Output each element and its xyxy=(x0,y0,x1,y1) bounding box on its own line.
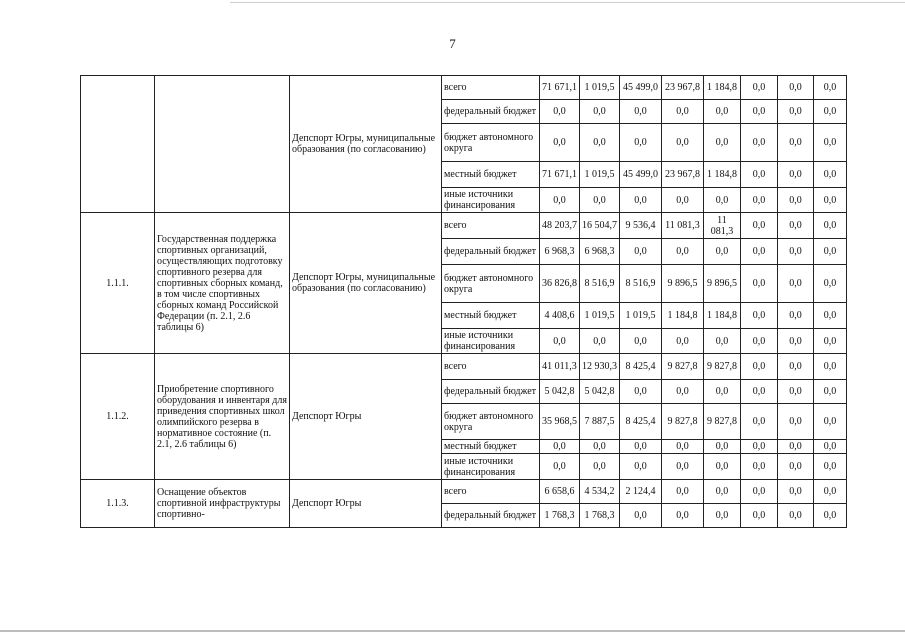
amount-cell: 1 019,5 xyxy=(580,76,620,100)
item-number: 1.1.1. xyxy=(81,213,155,354)
amount-cell: 0,0 xyxy=(704,124,741,162)
amount-cell: 45 499,0 xyxy=(620,162,662,188)
amount-cell: 1 184,8 xyxy=(704,76,741,100)
amount-cell: 0,0 xyxy=(704,239,741,265)
amount-cell: 0,0 xyxy=(814,480,847,504)
amount-cell: 0,0 xyxy=(741,380,778,404)
amount-cell: 0,0 xyxy=(778,404,814,440)
amount-cell: 0,0 xyxy=(814,188,847,213)
item-name: Приобретение спортивного оборудования и инвентаря для приведения спортивных школ олимпийского резерва в нормативное состояние (п. 2.1, 2.6 таблицы 6) xyxy=(155,354,290,480)
table-row xyxy=(81,213,847,239)
amount-cell: 1 184,8 xyxy=(662,303,704,329)
item-name: Государственная поддержка спортивных организаций, осуществляющих подготовку спортивного резерва для спортивных сборных команд, в том числе спортивных сборных команд Российской Федерации (п. 2.1, 2.6 таблицы 6) xyxy=(155,213,290,354)
amount-cell: 11 081,3 xyxy=(662,213,704,239)
amount-cell: 0,0 xyxy=(620,504,662,528)
amount-cell: 0,0 xyxy=(741,100,778,124)
amount-cell: 0,0 xyxy=(778,124,814,162)
amount-cell: 4 408,6 xyxy=(540,303,580,329)
funding-source: всего xyxy=(442,480,540,504)
amount-cell: 0,0 xyxy=(620,124,662,162)
amount-cell: 0,0 xyxy=(620,239,662,265)
amount-cell: 0,0 xyxy=(814,303,847,329)
funding-source: иные источники финансирования xyxy=(442,329,540,354)
amount-cell: 0,0 xyxy=(814,239,847,265)
amount-cell: 0,0 xyxy=(704,329,741,354)
amount-cell: 0,0 xyxy=(778,239,814,265)
amount-cell: 0,0 xyxy=(814,329,847,354)
amount-cell: 0,0 xyxy=(778,162,814,188)
amount-cell: 0,0 xyxy=(662,239,704,265)
amount-cell: 0,0 xyxy=(778,380,814,404)
amount-cell: 1 184,8 xyxy=(704,162,741,188)
table-row xyxy=(81,354,847,380)
amount-cell: 8 516,9 xyxy=(580,265,620,303)
amount-cell: 6 968,3 xyxy=(580,239,620,265)
amount-cell: 0,0 xyxy=(704,188,741,213)
amount-cell: 0,0 xyxy=(620,329,662,354)
table-body xyxy=(81,76,847,528)
amount-cell: 9 827,8 xyxy=(662,404,704,440)
scan-bottom-edge xyxy=(0,630,905,632)
amount-cell: 0,0 xyxy=(778,329,814,354)
amount-cell: 0,0 xyxy=(540,329,580,354)
amount-cell: 4 534,2 xyxy=(580,480,620,504)
amount-cell: 0,0 xyxy=(814,76,847,100)
amount-cell: 6 658,6 xyxy=(540,480,580,504)
amount-cell: 0,0 xyxy=(540,188,580,213)
amount-cell: 0,0 xyxy=(814,354,847,380)
funding-source: иные источники финансирования xyxy=(442,454,540,480)
funding-source: местный бюджет xyxy=(442,440,540,454)
amount-cell: 0,0 xyxy=(778,504,814,528)
amount-cell: 0,0 xyxy=(778,454,814,480)
amount-cell: 0,0 xyxy=(741,404,778,440)
amount-cell: 0,0 xyxy=(778,188,814,213)
funding-source: федеральный бюджет xyxy=(442,504,540,528)
funding-source: федеральный бюджет xyxy=(442,380,540,404)
amount-cell: 0,0 xyxy=(662,454,704,480)
amount-cell: 0,0 xyxy=(814,124,847,162)
amount-cell: 0,0 xyxy=(662,380,704,404)
amount-cell: 0,0 xyxy=(662,124,704,162)
amount-cell: 0,0 xyxy=(741,76,778,100)
amount-cell: 16 504,7 xyxy=(580,213,620,239)
amount-cell: 45 499,0 xyxy=(620,76,662,100)
amount-cell: 0,0 xyxy=(814,440,847,454)
amount-cell: 0,0 xyxy=(778,354,814,380)
amount-cell: 0,0 xyxy=(704,440,741,454)
amount-cell: 0,0 xyxy=(814,404,847,440)
amount-cell: 0,0 xyxy=(704,380,741,404)
amount-cell: 9 536,4 xyxy=(620,213,662,239)
amount-cell: 36 826,8 xyxy=(540,265,580,303)
amount-cell: 5 042,8 xyxy=(540,380,580,404)
amount-cell: 0,0 xyxy=(580,100,620,124)
amount-cell: 0,0 xyxy=(741,239,778,265)
amount-cell: 71 671,1 xyxy=(540,76,580,100)
amount-cell: 0,0 xyxy=(662,188,704,213)
amount-cell: 7 887,5 xyxy=(580,404,620,440)
amount-cell: 1 768,3 xyxy=(540,504,580,528)
amount-cell: 11 081,3 xyxy=(704,213,741,239)
table-row xyxy=(81,76,847,100)
amount-cell: 0,0 xyxy=(741,265,778,303)
amount-cell: 0,0 xyxy=(814,454,847,480)
amount-cell: 23 967,8 xyxy=(662,76,704,100)
item-executor: Депспорт Югры, муниципальные образования (по согласованию) xyxy=(290,213,442,354)
amount-cell: 0,0 xyxy=(814,162,847,188)
item-number xyxy=(81,76,155,213)
funding-source: всего xyxy=(442,213,540,239)
amount-cell: 23 967,8 xyxy=(662,162,704,188)
amount-cell: 0,0 xyxy=(620,440,662,454)
amount-cell: 0,0 xyxy=(620,454,662,480)
amount-cell: 0,0 xyxy=(580,188,620,213)
amount-cell: 71 671,1 xyxy=(540,162,580,188)
amount-cell: 0,0 xyxy=(741,303,778,329)
item-executor: Депспорт Югры xyxy=(290,354,442,480)
funding-source: местный бюджет xyxy=(442,162,540,188)
amount-cell: 0,0 xyxy=(662,100,704,124)
amount-cell: 0,0 xyxy=(778,265,814,303)
amount-cell: 0,0 xyxy=(778,303,814,329)
amount-cell: 0,0 xyxy=(741,162,778,188)
funding-source: федеральный бюджет xyxy=(442,100,540,124)
amount-cell: 0,0 xyxy=(580,329,620,354)
amount-cell: 1 184,8 xyxy=(704,303,741,329)
funding-source: всего xyxy=(442,76,540,100)
amount-cell: 0,0 xyxy=(662,329,704,354)
amount-cell: 48 203,7 xyxy=(540,213,580,239)
amount-cell: 1 019,5 xyxy=(620,303,662,329)
amount-cell: 9 827,8 xyxy=(704,404,741,440)
amount-cell: 0,0 xyxy=(620,380,662,404)
amount-cell: 0,0 xyxy=(778,100,814,124)
funding-source: бюджет автономного округа xyxy=(442,265,540,303)
amount-cell: 8 516,9 xyxy=(620,265,662,303)
amount-cell: 0,0 xyxy=(778,213,814,239)
item-name xyxy=(155,76,290,213)
amount-cell: 0,0 xyxy=(704,480,741,504)
amount-cell: 12 930,3 xyxy=(580,354,620,380)
amount-cell: 0,0 xyxy=(741,440,778,454)
amount-cell: 0,0 xyxy=(620,100,662,124)
amount-cell: 9 827,8 xyxy=(662,354,704,380)
item-executor: Депспорт Югры xyxy=(290,480,442,528)
amount-cell: 0,0 xyxy=(540,454,580,480)
amount-cell: 0,0 xyxy=(741,213,778,239)
amount-cell: 1 019,5 xyxy=(580,162,620,188)
amount-cell: 0,0 xyxy=(741,504,778,528)
amount-cell: 0,0 xyxy=(620,188,662,213)
item-executor: Депспорт Югры, муниципальные образования (по согласованию) xyxy=(290,76,442,213)
funding-source: бюджет автономного округа xyxy=(442,404,540,440)
amount-cell: 9 896,5 xyxy=(662,265,704,303)
amount-cell: 2 124,4 xyxy=(620,480,662,504)
funding-table xyxy=(80,75,847,528)
amount-cell: 8 425,4 xyxy=(620,404,662,440)
amount-cell: 0,0 xyxy=(814,380,847,404)
funding-source: местный бюджет xyxy=(442,303,540,329)
amount-cell: 8 425,4 xyxy=(620,354,662,380)
amount-cell: 0,0 xyxy=(580,440,620,454)
funding-source: иные источники финансирования xyxy=(442,188,540,213)
amount-cell: 0,0 xyxy=(814,265,847,303)
amount-cell: 0,0 xyxy=(741,354,778,380)
amount-cell: 0,0 xyxy=(662,504,704,528)
amount-cell: 9 827,8 xyxy=(704,354,741,380)
amount-cell: 0,0 xyxy=(814,100,847,124)
amount-cell: 1 019,5 xyxy=(580,303,620,329)
amount-cell: 0,0 xyxy=(704,454,741,480)
amount-cell: 0,0 xyxy=(814,504,847,528)
amount-cell: 0,0 xyxy=(540,440,580,454)
funding-source: всего xyxy=(442,354,540,380)
amount-cell: 6 968,3 xyxy=(540,239,580,265)
amount-cell: 0,0 xyxy=(741,124,778,162)
amount-cell: 0,0 xyxy=(778,76,814,100)
table-row xyxy=(81,480,847,504)
amount-cell: 5 042,8 xyxy=(580,380,620,404)
page-number: 7 xyxy=(449,36,456,51)
amount-cell: 0,0 xyxy=(741,188,778,213)
amount-cell: 0,0 xyxy=(540,100,580,124)
amount-cell: 0,0 xyxy=(704,504,741,528)
amount-cell: 0,0 xyxy=(741,480,778,504)
amount-cell: 0,0 xyxy=(778,480,814,504)
funding-source: федеральный бюджет xyxy=(442,239,540,265)
amount-cell: 0,0 xyxy=(580,454,620,480)
item-number: 1.1.3. xyxy=(81,480,155,528)
amount-cell: 0,0 xyxy=(814,213,847,239)
amount-cell: 35 968,5 xyxy=(540,404,580,440)
amount-cell: 0,0 xyxy=(778,440,814,454)
amount-cell: 0,0 xyxy=(662,440,704,454)
amount-cell: 0,0 xyxy=(580,124,620,162)
amount-cell: 41 011,3 xyxy=(540,354,580,380)
amount-cell: 0,0 xyxy=(540,124,580,162)
item-number: 1.1.2. xyxy=(81,354,155,480)
scan-top-edge xyxy=(230,2,905,3)
amount-cell: 1 768,3 xyxy=(580,504,620,528)
amount-cell: 0,0 xyxy=(704,100,741,124)
item-name: Оснащение объектов спортивной инфраструктуры спортивно- xyxy=(155,480,290,528)
amount-cell: 0,0 xyxy=(741,454,778,480)
amount-cell: 9 896,5 xyxy=(704,265,741,303)
amount-cell: 0,0 xyxy=(741,329,778,354)
funding-source: бюджет автономного округа xyxy=(442,124,540,162)
amount-cell: 0,0 xyxy=(662,480,704,504)
